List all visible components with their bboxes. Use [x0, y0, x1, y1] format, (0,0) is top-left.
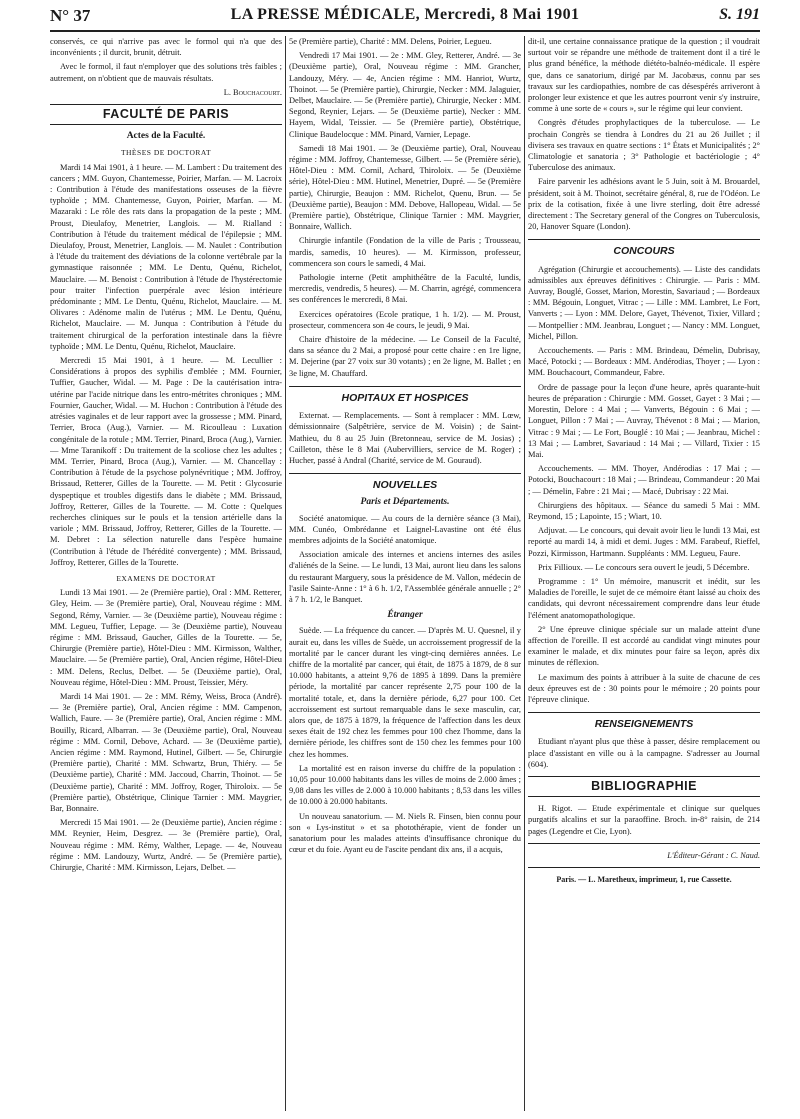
paragraph: Chaire d'histoire de la médecine. — Le Conseil de la Faculté, dans sa séance du 2 Mai, a proposé pour cette chaire : en 1re ligne, M. Dejerine (par 27 voix sur 30 votants) ; en 2e ligne, M. Ballet ; en 3e ligne, M. Chauffard. [289, 335, 521, 378]
divider [528, 867, 760, 868]
issue-number: N° 37 [50, 6, 91, 25]
paragraph: 5e (Première partie), Charité : MM. Delens, Poirier, Legueu. [289, 37, 492, 46]
column-3 [528, 36, 760, 1111]
editor-line: L'Éditeur-Gérant : C. Naud. [667, 850, 760, 860]
header-rule [50, 30, 760, 32]
section-title-bibliographie: BIBLIOGRAPHIE [528, 776, 760, 797]
paragraph: Société anatomique. — Au cours de la dernière séance (3 Mai), MM. Cunéo, Ombrédanne et Laignel-Lavastine ont été élus membres adjoints de la Société anatomique. [289, 513, 521, 545]
paragraph: Lundi 13 Mai 1901. — 2e (Première partie), Oral : MM. Retterer, Gley, Heim. — 3e (Première partie), Oral, Nouveau régime : MM. Segond, Rémy, Varnier. — 3e (Deuxième partie), Nouveau régime : MM. Legueu, Tuffier, Lepage. — 3e (Deuxième partie), Nouveau régime : MM. Brissaud, Gaucher, Gilles de la Tourette. — 5e, Chirurgie (Première partie), Hôtel-Dieu : MM. Kirmisson, Walther, Mauclaire. — 5e (Première partie), Oral, Ancien régime, Hôtel-Dieu : MM. Delens, Reclus, Delbet. — 5e (Deuxième partie), Oral, Nouveau régime, Hôtel-Dieu : MM. Proust, Teissier, Méry. [50, 588, 282, 687]
paragraph: Chirurgie infantile (Fondation de la ville de Paris ; Trousseau, mardis, samedis, 10 heures). — M. Kirmisson, professeur, commencera son cours le samedi, 4 Mai. [289, 236, 521, 268]
paragraph: conservés, ce qui n'arrive pas avec le formol qui n'a que des inconvénients ; il durcit, brunit, détruit. [50, 37, 282, 58]
paragraph: Avec le formol, il faut n'employer que des solutions très faibles ; autrement, on n'obtient que de mauvais résultats. [50, 62, 282, 83]
section-title-hopitaux: HOPITAUX ET HOSPICES [289, 386, 521, 404]
column-2 [289, 36, 521, 1111]
column-1 [50, 36, 282, 1111]
column-divider [524, 36, 525, 1111]
paragraph: Samedi 18 Mai 1901. — 3e (Deuxième partie), Oral, Nouveau régime : MM. Joffroy, Chantemesse, Gilbert. — 5e (Première série), Hôtel-Dieu : MM. Cornil, Achard, Thiroloix. — 5e (Deuxième série), Hôtel-Dieu : MM. Hutinel, Menetrier, Dupré. — 5e (Première partie), Chirurgie, Beaujon : MM. Richelot, Quenu, Brun. — 5e (Deuxième partie), Beaujon : MM. Debove, Hallopeau, Widal. — 5e (Première partie), Obstétrique, Clinique Tarnier : MM. Maygrier, Bonnaire, Wallich. [289, 143, 521, 232]
paragraph: dit-il, une certaine connaissance pratique de la question ; il voudrait surtout voir se répandre une méthode de traitement dont il a tiré le plus grand bénéfice, la méthode diététo-balnéo-médicale. Il espère que, dans ce sanatorium, dirigé par M. Jacobæus, connu par ses travaux sur les cardiopathies, nombre de cas désespérés arriveront à prolonger leur existence et que les autres pourront venir s'y instruire, comme à une sorte de « cours », sur le régime qui leur convient. [528, 37, 760, 114]
paragraph: Etudiant n'ayant plus que thèse à passer, désire remplacement ou place d'assistant en ville ou à la campagne. S'adresser au Journal (604). [528, 737, 760, 769]
subsection-title: Paris et Départements. [360, 497, 450, 508]
paragraph: Accouchements. — MM. Thoyer, Andérodias : 17 Mai ; — Potocki, Bouchacourt : 18 Mai ; — Brindeau, Commandeur : 20 Mai ; — Démelin, Fabre : 21 Mai ; — Macé, Dubrisay : 22 Mai. [528, 464, 760, 496]
column-divider [285, 36, 286, 1111]
paragraph: Faire parvenir les adhésions avant le 5 Juin, soit à M. Brouardel, président, soit à M. Thoinot, secrétaire général, 8, rue de l'Odéon. Le prix de la cotisation, fixée à une livre sterling, doit être adressé directement : The Secretary general of the Congres on Tuberculosis, 20, Hanover Square (London). [528, 177, 760, 232]
paragraph: Pathologie interne (Petit amphithéâtre de la Faculté, lundis, mercredis, vendredis, 5 heures). — M. Charrin, agrégé, commencera ses conférences le mercredi, 8 Mai. [289, 273, 521, 305]
paragraph: Accouchements. — Paris : MM. Brindeau, Démelin, Dubrisay, Macé, Potocki ; — Bordeaux : MM. Andérodias, Thoyer ; — Lyon : MM. Bouchacourt, Commandeur, Fabre. [528, 346, 760, 378]
printer-line: Paris. — L. Maretheux, imprimeur, 1, rue Cassette. [556, 875, 732, 884]
section-title-faculte: FACULTÉ DE PARIS [50, 104, 282, 125]
paragraph: Programme : 1° Un mémoire, manuscrit et inédit, sur les Maladies de l'oreille, le sujet de ce mémoire étant laissé au choix des candidats, qui devront nécessairement comprendre dans leur étude l'élément anatomopathologique. [528, 576, 760, 620]
signature: L. Bouchacourt. [223, 87, 282, 97]
journal-title: LA PRESSE MÉDICALE, Mercredi, 8 Mai 1901 [230, 6, 580, 23]
paragraph: Suède. — La fréquence du cancer. — D'après M. U. Quesnel, il y aurait eu, dans les villes de Suède, un accroissement progressif de la mortalité par le cancer durant les vingt-cinq dernières années. Le chiffre de la mortalité par cancer, qui était, de 1875 à 1879, de 8 sur 10.000 habitants, a atteint 9,76 de 1895 à 1899. Dans la première période, la mortalité par cancer représente 2,75 pour 100 de la mortalité totale, et, dans la dernière période, 6,27 pour 100. Cet accroissement est surtout remarquable dans le sexe masculin, car, alors que, de 1875 à 1879, la fréquence de l'affection dans les deux sexes était de 192 chez les femmes pour 100 chez l'homme, dans la dernière période, les chiffres sont de 150 chez les femmes pour 100 chez les hommes. [289, 626, 521, 759]
paragraph: H. Rigot. — Etude expérimentale et clinique sur quelques purgatifs alcalins et sur la paraoffine. Broch. in-8° raisin, de 214 pages (Legendre et Cie, Lyon). [528, 804, 760, 836]
paragraph: Le maximum des points à attribuer à la suite de chacune de ces deux épreuves est de : 30 points pour le mémoire ; 20 points pour l'épreuve clinique. [528, 672, 760, 704]
paragraph: Association amicale des internes et anciens internes des asiles d'aliénés de la Seine. — Le lundi, 13 Mai, auront lieu dans les salons du restaurant Marguery, sous la présidence de M. Vallon, médecin de l'asile Sainte-Anne : 1° à 6 h. 1/2, l'Assemblée générale annuelle ; 2° à 7 h. 1/2, le Banquet. [289, 550, 521, 604]
paragraph: Mardi 14 Mai 1901. — 2e : MM. Rémy, Weiss, Broca (André). — 3e (Première partie), Oral, Ancien régime : MM. Campenon, Wallich, Faure. — 3e (Première partie), Oral, Ancien régime : MM. Bouilly, Ricard, Albarran. — 3e (Deuxième partie), Oral, Nouveau régime : MM. Cornil, Debove, Achard. — 3e (Deuxième partie), Ancien régime : MM. Raymond, Hutinel, Gilbert. — 5e, Chirurgie (Première partie), Charité : MM. Schwartz, Brun, Thiéry. — 5e (Deuxième partie), Charité : MM. Jaccoud, Charrin, Thoinot. — 5e (Deuxième partie), Charité : MM. Joffroy, Roger, Thiroloix. — 5e (Première partie), Obstétrique, Clinique Tarnier : MM. Maygrier, Bar, Bonnaire. [50, 691, 282, 813]
paragraph: La mortalité est en raison inverse du chiffre de la population : 10,05 pour 10.000 habitants dans les villes de moins de 2.000 âmes ; 9,08 dans les villes de 2.000 à 10.000 habitants ; 8,53 dans les villes de 10.000 à 20.000 habitants. [289, 763, 521, 807]
paragraph: Vendredi 17 Mai 1901. — 2e : MM. Gley, Retterer, André. — 3e (Deuxième partie), Oral, Nouveau régime : MM. Grancher, Landouzy, Méry. — 4e, Ancien régime : MM. Hanriot, Wurtz, Thoinot. — 5e (Première partie), Chirurgie, Necker : MM. Jalaguier, Delbet, Mauclaire. — 5e (Première partie), Chirurgie, Necker : MM. Segond, Reynier, Lejars. — 5e (Deuxième partie), Necker : MM. Hayem, Widal, Teissier. — 5e (Première partie), Obstétrique, Clinique Baudelocque : MM. Pinard, Varnier, Lepage. [289, 51, 521, 139]
section-title-nouvelles: NOUVELLES [289, 473, 521, 491]
divider [528, 843, 760, 844]
paragraph: Prix Fillioux. — Le concours sera ouvert le jeudi, 5 Décembre. [538, 562, 750, 572]
paragraph: Adjuvat. — Le concours, qui devait avoir lieu le lundi 13 Mai, est reporté au mardi 14, à midi et demi. Juges : MM. Farabeuf, Rieffel, Pozzi, Kirmisson, Hartmann. Suppléants : MM. Legueu, Faure. [528, 526, 760, 558]
paragraph: Congrès d'études prophylactiques de la tuberculose. — Le prochain Congrès se tiendra à Londres du 21 au 26 Juillet ; il divisera ses travaux en quatre sections : 1° États et Municipalités ; 2° Climatologie et sanatoria ; 3° Pathologie et bactériologie ; 4° Tuberculose des animaux. [528, 118, 760, 173]
paragraph: Agrégation (Chirurgie et accouchements). — Liste des candidats admissibles aux épreuves définitives : Chirurgie. — Paris : MM. Auvray, Bouglé, Gosset, Marion, Morestin, Savariaud ; — Bordeaux : MM. Bégouin, Longuet, Vitrac ; — Lille : MM. Lambret, Le Fort, Vanverts ; — Lyon : MM. Delore, Gayet, Thévenot, Tixier, Villard ; — Montpellier : MM. Jeanbrau, Longuet ; — Nancy : MM. Longuet, Michel, Pillon. [528, 264, 760, 341]
columns [50, 36, 760, 1111]
page-number: S. 191 [719, 6, 760, 23]
paragraph: Externat. — Remplacements. — Sont à remplacer : MM. Lœw, démissionnaire (Salpêtrière, service de M. Voisin) ; de Saint-Mathieu, du 8 au 25 Juin (Bretonneau, service de M. Josias) ; Cailleton, thèse le 8 Mai (Aubervilliers, service de M. Roger) ; Hucher, passé à Andral (Charité, service de M. Gouraud). [289, 411, 521, 465]
subsection-title: Actes de la Faculté. [126, 131, 206, 142]
paragraph: Chirurgiens des hôpitaux. — Séance du samedi 5 Mai : MM. Reymond, 15 ; Lapointe, 15 ; Wiart, 10. [528, 500, 760, 521]
subheading: EXAMENS DE DOCTORAT [116, 573, 216, 583]
paragraph: Mardi 14 Mai 1901, à 1 heure. — M. Lambert : Du traitement des cancers ; MM. Guyon, Chantemesse, Poirier, Marfan. — M. Lacroix : Contribution à l'étude des manifestations osseuses de la fièvre typhoïde ; MM. Chantemesse, Guyon, Poirier, Marfan. — M. Mazaraki : Le rôle des rats dans la propagation de la peste ; MM. Proust, Dieulafoy, Menetrier, Langlois. — M. Rialland : Contribution à l'étude du traitement médical de l'épilepsie ; MM. Dieulafoy, Proust, Menetrier, Langlois. — M. Naulet : Contribution à l'étude du traitement des déviations de la colonne vertébrale par la gymnastique raisonnée ; MM. Le Dentu, Quénu, Richelot, Mauclaire. — M. Benoist : Contribution à l'étude de l'hystérectomie pour traiter l'infection puerpérale avec lésion intérieure prédominante ; MM. Le Dentu, Quénu, Richelot, Mauclaire. — M. Olivares : Adénome malin de l'utérus ; MM. Le Dentu, Quénu, Richelot, Mauclaire. — M. Junqua : Contribution à l'étude du traitement chirurgical de la perforation intestinale dans la fièvre typhoïde ; MM. Le Dentu, Quénu, Richelot, Mauclaire. [50, 162, 282, 351]
paragraph: Ordre de passage pour la leçon d'une heure, après quarante-huit heures de préparation : Chirurgie : MM. Gosset, Gayet : 3 Mai ; — Morestin, Delore : 4 Mai ; — Vanverts, Bégouin : 6 Mai ; — Longuet, Pillon : 7 Mai ; — Auvray, Thévenot : 8 Mai ; — Marion, Vitrac : 9 Mai ; — Le Fort, Bouglé : 10 Mai ; — Jeanbrau, Michel : 13 Mai ; — Lambret, Savariaud : 14 Mai ; — Villard, Tixier : 15 Mai. [528, 382, 760, 459]
page-header [50, 6, 760, 28]
paragraph: Exercices opératoires (Ecole pratique, 1 h. 1/2). — M. Proust, prosecteur, commencera son 4e cours, le jeudi, 9 Mai. [289, 309, 521, 330]
paragraph: Un nouveau sanatorium. — M. Niels R. Finsen, bien connu pour son « Lys-institut » et sa photothérapie, vient de fonder un sanatorium pour les malades atteints d'insuffisance chronique du cœur et du foie. Ayant eu de l'ascite pendant dix ans, il a acquis, [289, 811, 521, 855]
section-title-renseignements: RENSEIGNEMENTS [528, 712, 760, 730]
subheading: THÈSES DE DOCTORAT [120, 148, 212, 158]
paragraph: Mercredi 15 Mai 1901. — 2e (Deuxième partie), Ancien régime : MM. Reynier, Heim, Desgrez. — 3e (Première partie), Oral, Nouveau régime : MM. Rémy, Walther, Lepage. — 4e, Nouveau régime : MM. Landouzy, Wurtz, André. — 5e (Première partie), Chirurgie, Charité : MM. Kirmisson, Lejars, Delbet. — [50, 818, 282, 873]
paragraph: Mercredi 15 Mai 1901, à 1 heure. — M. Lecullier : Considérations à propos des syphilis d'emblée ; MM. Fournier, Tuffier, Gaucher, Widal. — M. Page : De la cautérisation intra-utérine par l'acide nitrique dans les entro-métrites chroniques ; MM. Fournier, Gaucher, Widal. — M. Huchon : Contribution à l'étude des atrésies vaginales et de leur rapport avec la grossesse ; MM. Pinard, Terrier, Broca (Aug.), Varnier. — M. Ricoulleau : Luxation congénitale de la rotule ; MM. Terrier, Pinard, Broca (Aug.), Varnier. — Mme Taranikoff : Du traitement de la scoliose chez les adultes ; MM. Terrier, Pinard, Broca (Aug.), Varnier. — M. Chancellay : Contribution à l'étude de la psychose polynévritique ; MM. Joffroy, Brissaud, Retterer, Gilles de la Tourette. — M. Petit : Glycosurie dyspeptique et troubles digestifs dans le diabète ; MM. Brissaud, Joffroy, Retterer, Gilles de la Tourette. — M. Cotte : Quelques recherches cliniques sur le pouls et la tension artérielle dans la variole ; MM. Brissaud, Joffroy, Retterer, Gilles de la Tourette. — M. Debret : La sélection naturelle dans l'espèce humaine (Contribution à l'étude de l'hérédité convergente) ; MM. Brissaud, Joffroy, Retterer, Gilles de la Tourette. [50, 356, 282, 567]
paragraph: 2° Une épreuve clinique spéciale sur un malade atteint d'une affection de l'oreille. Il est accordé au candidat vingt minutes pour examiner le malade, et dix minutes pour faire sa leçon, après dix minutes de réflexion. [528, 624, 760, 668]
section-title-concours: CONCOURS [528, 239, 760, 257]
subsection-title: Étranger [387, 610, 423, 621]
